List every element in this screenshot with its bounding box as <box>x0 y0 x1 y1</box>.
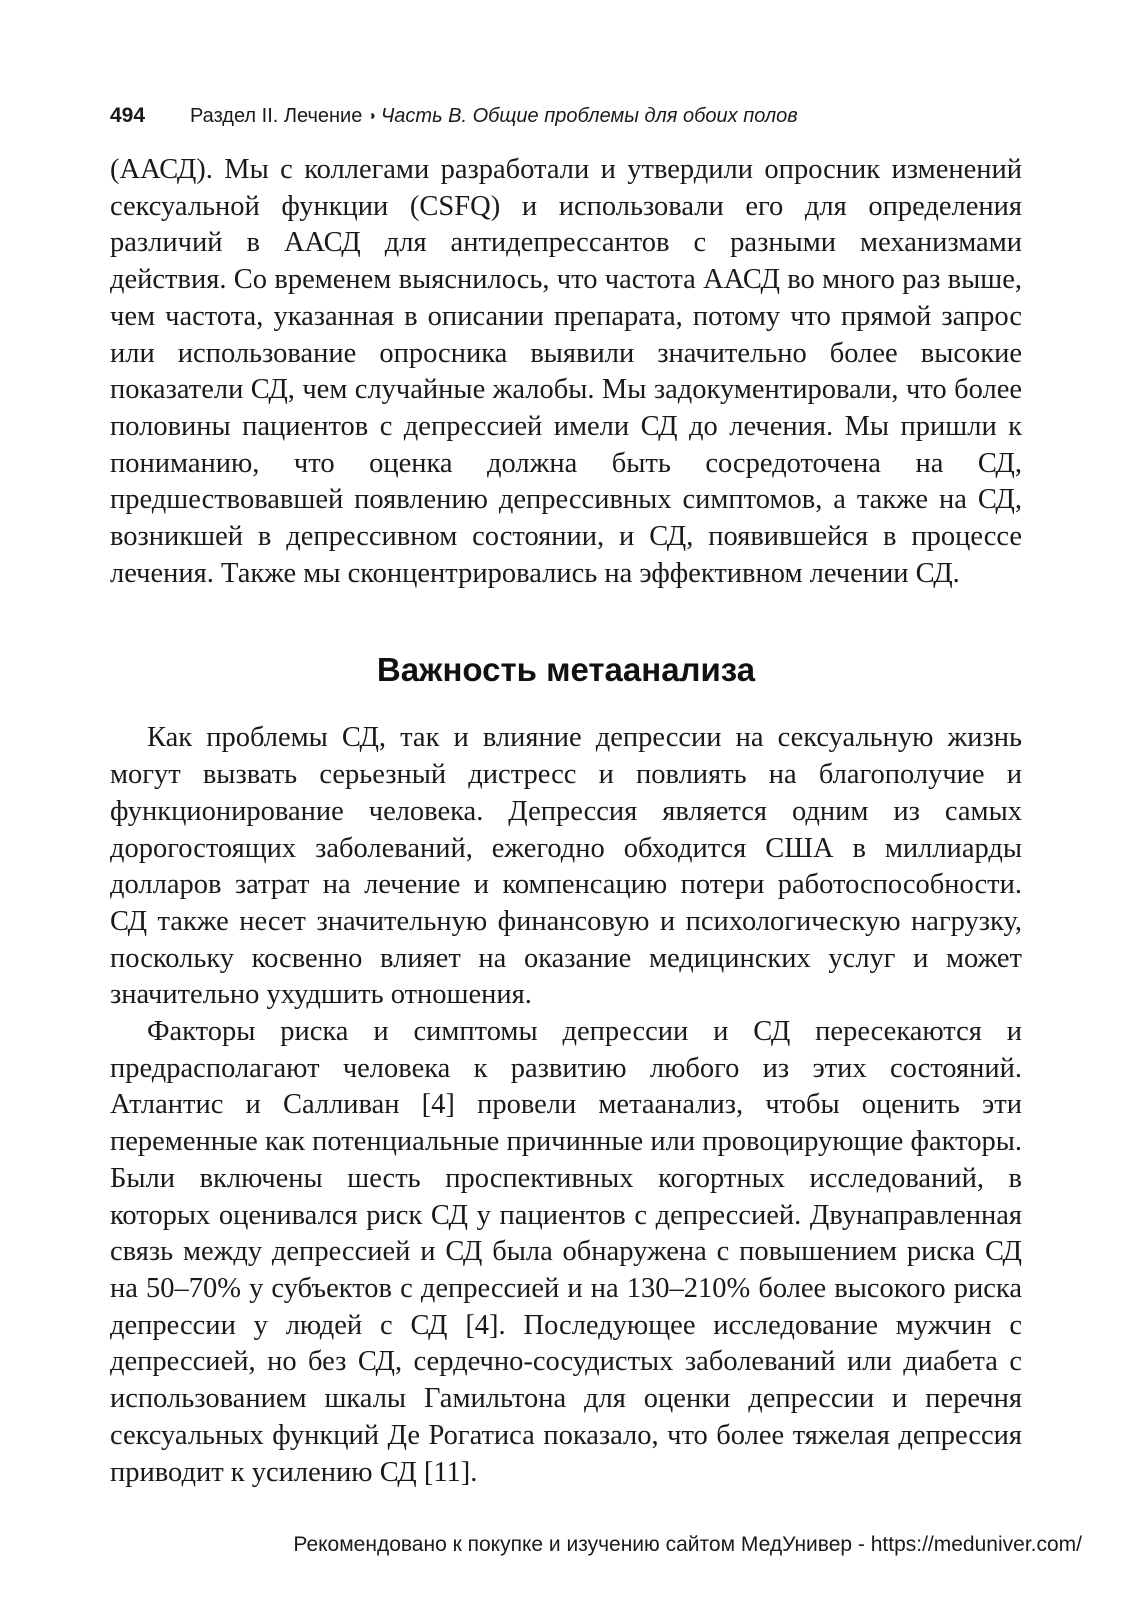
section-label: Раздел II. Лечение <box>190 105 363 127</box>
page-number: 494 <box>110 104 146 127</box>
paragraph: Как проблемы СД, так и влияние депрессии на сексуальную жизнь могут вызвать серьезный дистресс и повлиять на благополучие и функционирование человека. Депрессия является одним из самых дорогостоящих заболеваний, ежегодно обходится США в миллиарды долларов затрат на лечение и компенсацию потери работоспособности. СД также несет значительную финансовую и психологическую нагрузку, поскольку косвенно влияет на оказание медицинских услуг и может значительно ухудшить отношения. <box>110 722 1022 1011</box>
running-head <box>110 100 1022 130</box>
footer-watermark: Рекомендовано к покупке и изучению сайтом МедУнивер - https://meduniver.com/ <box>293 1533 1082 1556</box>
section-heading: Важность метаанализа <box>376 651 756 689</box>
paragraph: Факторы риска и симптомы депрессии и СД пересекаются и предрасполагают человека к развитию любого из этих состояний. Атлантис и Салливан [4] провели метаанализ, чтобы оценить эти переменные как потенциальные причинные или провоцирующие факторы. Были включены шесть проспективных когортных исследований, в которых оценивался риск СД у пациентов с депрессией. Двунаправленная связь между депрессией и СД была обнаружена с повышением риска СД на 50–70% у субъектов с депрессией и на 130–210% более высокого риска депрессии у людей с СД [4]. Последующее исследование мужчин с депрессией, но без СД, сердечно-сосудистых заболеваний или диабета с использованием шкалы Гамильтона для оценки депрессии и перечня сексуальных функций Де Рогатиса показало, что более тяжелая депрессия приводит к усилению СД [11]. <box>110 1016 1022 1488</box>
paragraph-continued: (ААСД). Мы с коллегами разработали и утвердили опросник изменений сексуальной функции (CSFQ) и использовали его для определения различий в ААСД для антидепрессантов с разными механизмами действия. Со временем выяснилось, что частота ААСД во много раз выше, чем частота, указанная в описании препарата, потому что прямой запрос или использование опросника выявили значительно более высокие показатели СД, чем случайные жалобы. Мы задокументировали, что более половины пациентов с депрессией имели СД до лечения. Мы пришли к пониманию, что оценка должна быть сосредоточена на СД, предшествовавшей появлению депрессивных симптомов, а также на СД, возникшей в депрессивном состоянии, и СД, появившейся в процессе лечения. Также мы сконцентрировались на эффективном лечении СД. <box>110 154 1022 589</box>
half-circle-bullet-icon: ◑ <box>367 107 376 123</box>
part-label: Часть В. Общие проблемы для обоих полов <box>380 105 798 127</box>
page-body <box>110 152 1022 1491</box>
book-page <box>110 100 1022 1491</box>
